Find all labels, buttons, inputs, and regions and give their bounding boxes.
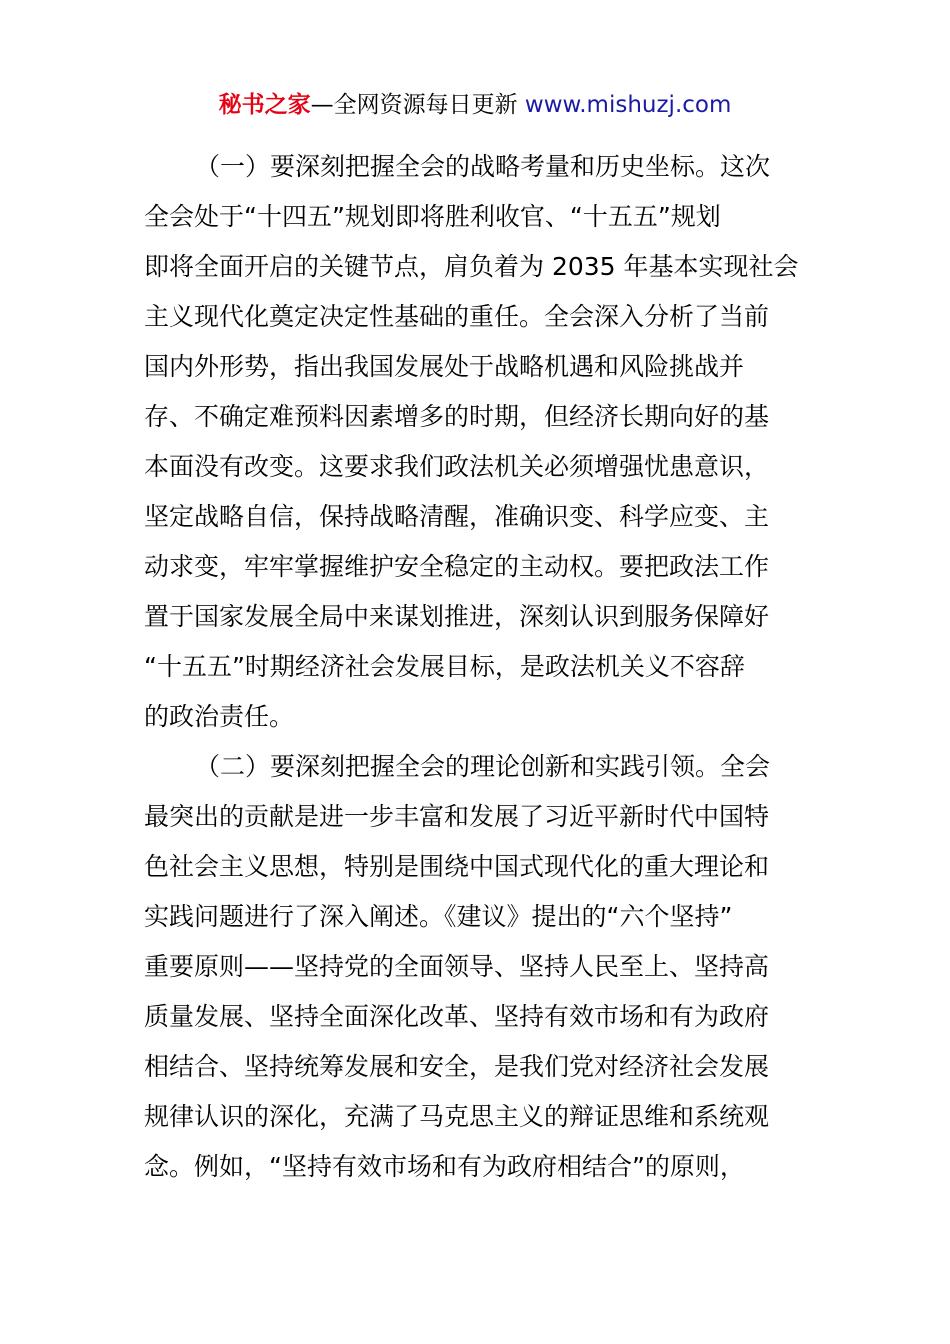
paragraph-line: 置于国家发展全局中来谋划推进，深刻认识到服务保障好 (144, 602, 770, 631)
paragraph-line: 最突出的贡献是进一步丰富和发展了习近平新时代中国特 (144, 802, 770, 831)
paragraph-line: 相结合、坚持统筹发展和安全，是我们党对经济社会发展 (144, 1052, 770, 1081)
page-header (0, 88, 950, 122)
site-url-link[interactable]: www.mishuzj.com (524, 92, 732, 118)
paragraph-1 (144, 142, 808, 742)
paragraph-line: 实践问题进行了深入阐述。《建议》提出的“六个坚持” (144, 902, 733, 931)
paragraph-2 (144, 742, 808, 1192)
paragraph-line: 全会处于“十四五”规划即将胜利收官、“十五五”规划 (144, 202, 721, 231)
brand-name: 秘书之家 (218, 92, 311, 118)
paragraph-line: 本面没有改变。这要求我们政法机关必须增强忧患意识， (144, 452, 770, 481)
paragraph-line: 存、不确定难预料因素增多的时期，但经济长期向好的基 (144, 402, 770, 431)
paragraph-line: 的政治责任。 (144, 702, 295, 731)
paragraph-line: 质量发展、坚持全面深化改革、坚持有效市场和有为政府 (144, 1002, 770, 1031)
paragraph-line: 色社会主义思想，特别是围绕中国式现代化的重大理论和 (144, 852, 770, 881)
paragraph-line: 重要原则——坚持党的全面领导、坚持人民至上、坚持高 (144, 952, 770, 981)
paragraph-line: 动求变，牢牢掌握维护安全稳定的主动权。要把政法工作 (144, 552, 770, 581)
paragraph-line: 规律认识的深化，充满了马克思主义的辩证思维和系统观 (144, 1102, 770, 1131)
paragraph-line: （二）要深刻把握全会的理论创新和实践引领。全会 (195, 752, 771, 781)
paragraph-line: 国内外形势，指出我国发展处于战略机遇和风险挑战并 (144, 352, 745, 381)
document-body (144, 142, 808, 1192)
paragraph-line: 念。例如，“坚持有效市场和有为政府相结合”的原则， (144, 1152, 745, 1181)
paragraph-line: （一）要深刻把握全会的战略考量和历史坐标。这次 (195, 152, 771, 181)
header-tagline: —全网资源每日更新 (310, 92, 525, 118)
paragraph-line: 主义现代化奠定决定性基础的重任。全会深入分析了当前 (144, 302, 770, 331)
paragraph-line: 坚定战略自信，保持战略清醒，准确识变、科学应变、主 (144, 502, 770, 531)
paragraph-line: 即将全面开启的关键节点，肩负着为 2035 年基本实现社会 (144, 252, 799, 281)
paragraph-line: “十五五”时期经济社会发展目标，是政法机关义不容辞 (144, 652, 745, 681)
